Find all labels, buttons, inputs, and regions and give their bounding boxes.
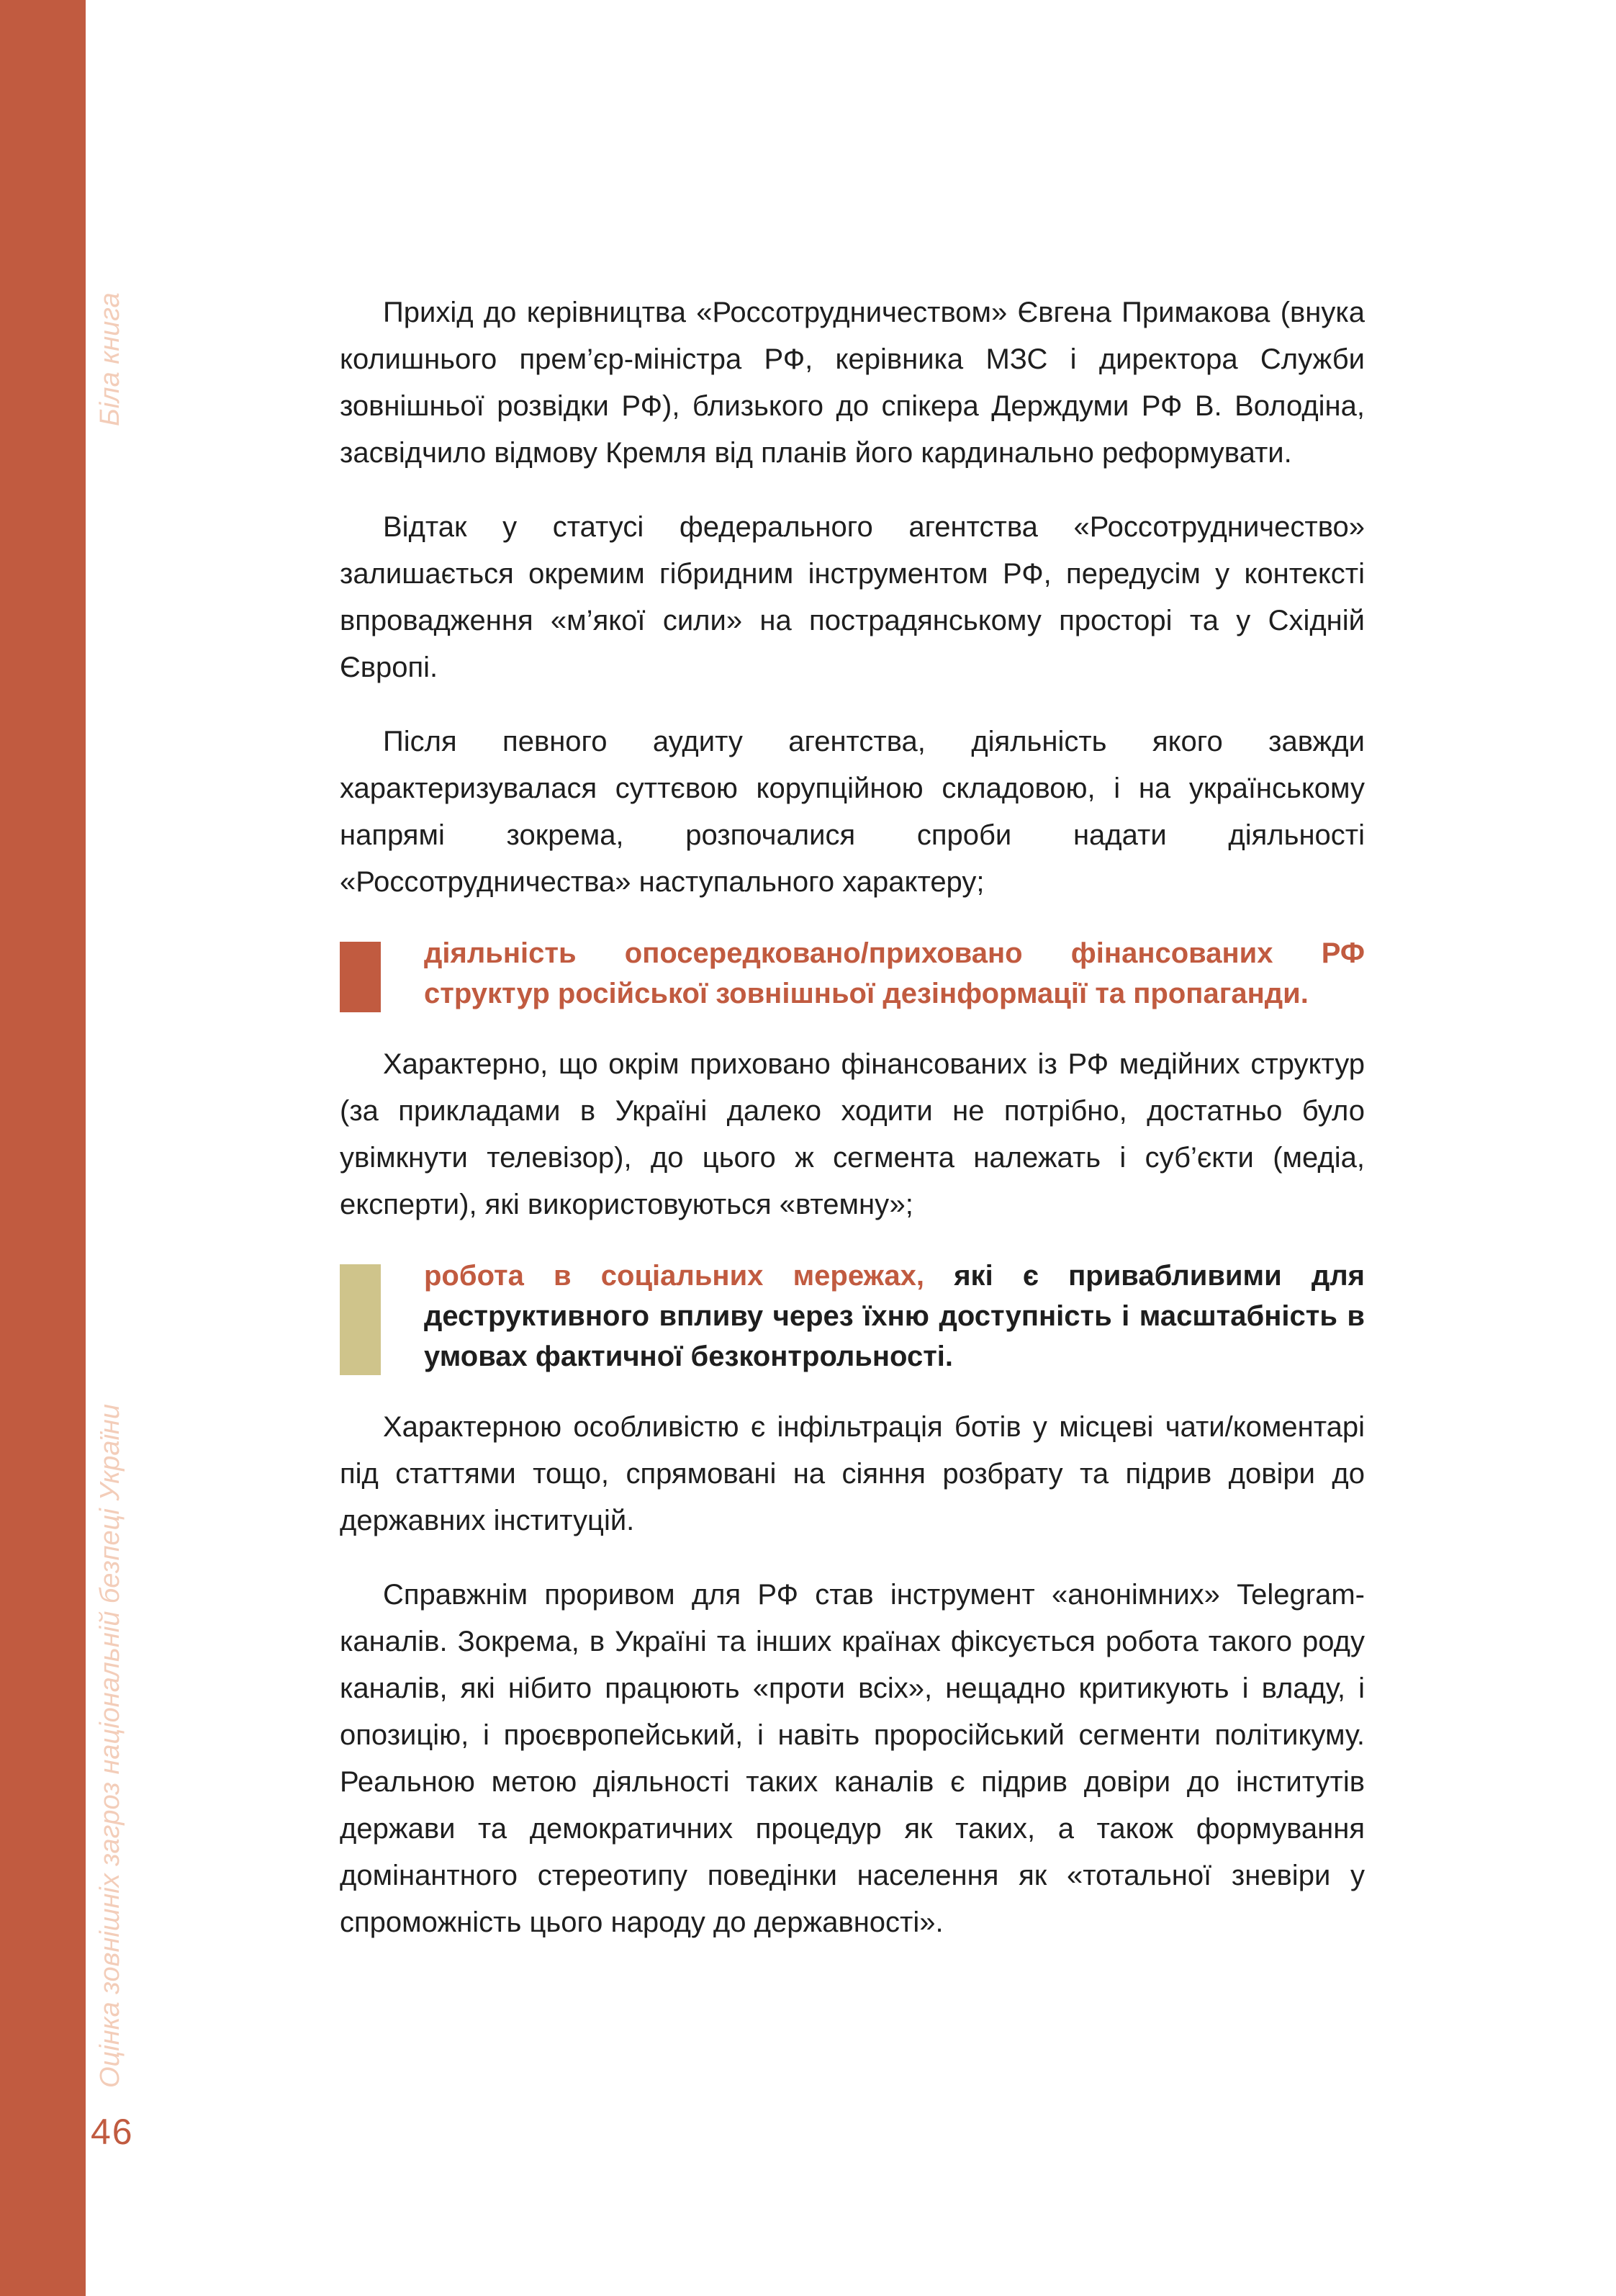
paragraph-1: Прихід до керівництва «Россотрудничеством» Євгена Примакова (внука колишнього прем’єр-міністра РФ, керівника МЗС і директора Служби зовнішньої розвідки РФ), близького до спікера Держдуми РФ В. Володіна, засвідчило відмову Кремля від планів його кардинально реформувати. <box>340 297 1365 469</box>
bullet-item-social-networks <box>340 1256 1365 1377</box>
sidebar-divider <box>86 0 90 2296</box>
paragraph-3: Після певного аудиту агентства, діяльність якого завжди характеризувалася суттєвою корупційною складовою, і на українському напрямі зокрема, розпочалися спроби надати діяльності «Россотрудничества» наступального характеру; <box>340 726 1365 898</box>
paragraph-4: Характерно, що окрім приховано фінансованих із РФ медійних структур (за прикладами в Україні далеко ходити не потрібно, достатньо було увімкнути телевізор), до цього ж сегмента належать і суб’єкти (медіа, експерти), які використовуються «втемну»; <box>340 1048 1365 1220</box>
bullet-marker-red <box>340 942 381 1012</box>
page-number: 46 <box>91 2112 134 2152</box>
paragraph-6: Справжнім проривом для РФ став інструмент «анонімних» Telegram-каналів. Зокрема, в Україні та інших країнах фіксується робота такого роду каналів, які нібито працюють «проти всіх», нещадно критикують і владу, і опозицію, і проєвропейський, і навіть проросійський сегменти політикуму. Реальною метою діяльності таких каналів є підрив довіри до інститутів держави та демократичних процедур як таких, а також формування домінантного стереотипу поведінки населення як «тотальної зневіри у спроможність цього народу до державності». <box>340 1579 1365 1938</box>
bullet-marker-olive <box>340 1264 381 1375</box>
paragraph-5: Характерною особливістю є інфільтрація ботів у місцеві чати/коментарі під статтями тощо, спрямовані на сіяння розбрату та підрив довіри до державних інституцій. <box>340 1411 1365 1536</box>
book-title-vertical: Біла книга <box>95 292 125 426</box>
bullet-item-disinformation <box>340 933 1365 1014</box>
bullet-lead-social-networks: робота в соціальних мережах, <box>424 1260 925 1292</box>
bullet-text-social-networks <box>424 1256 1365 1377</box>
series-title-vertical: Оцінка зовнішніх загроз національній безпеці України <box>95 1404 125 2088</box>
bullet-text-disinformation: діяльність опосередковано/приховано фінансованих РФ структур російської зовнішньої дезінформації та пропаганди. <box>424 937 1365 1009</box>
main-text <box>340 289 1365 1973</box>
paragraph-2: Відтак у статусі федерального агентства «Россотрудничество» залишається окремим гібридним інструментом РФ, передусім у контексті впровадження «м’якої сили» на пострадянському просторі та у Східній Європі. <box>340 511 1365 683</box>
sidebar-band <box>0 0 86 2296</box>
bullet-rest-social-networks: які є привабливими для деструктивного впливу через їхню доступність і масштабність в умовах фактичної безконтрольності. <box>424 1260 1365 1372</box>
